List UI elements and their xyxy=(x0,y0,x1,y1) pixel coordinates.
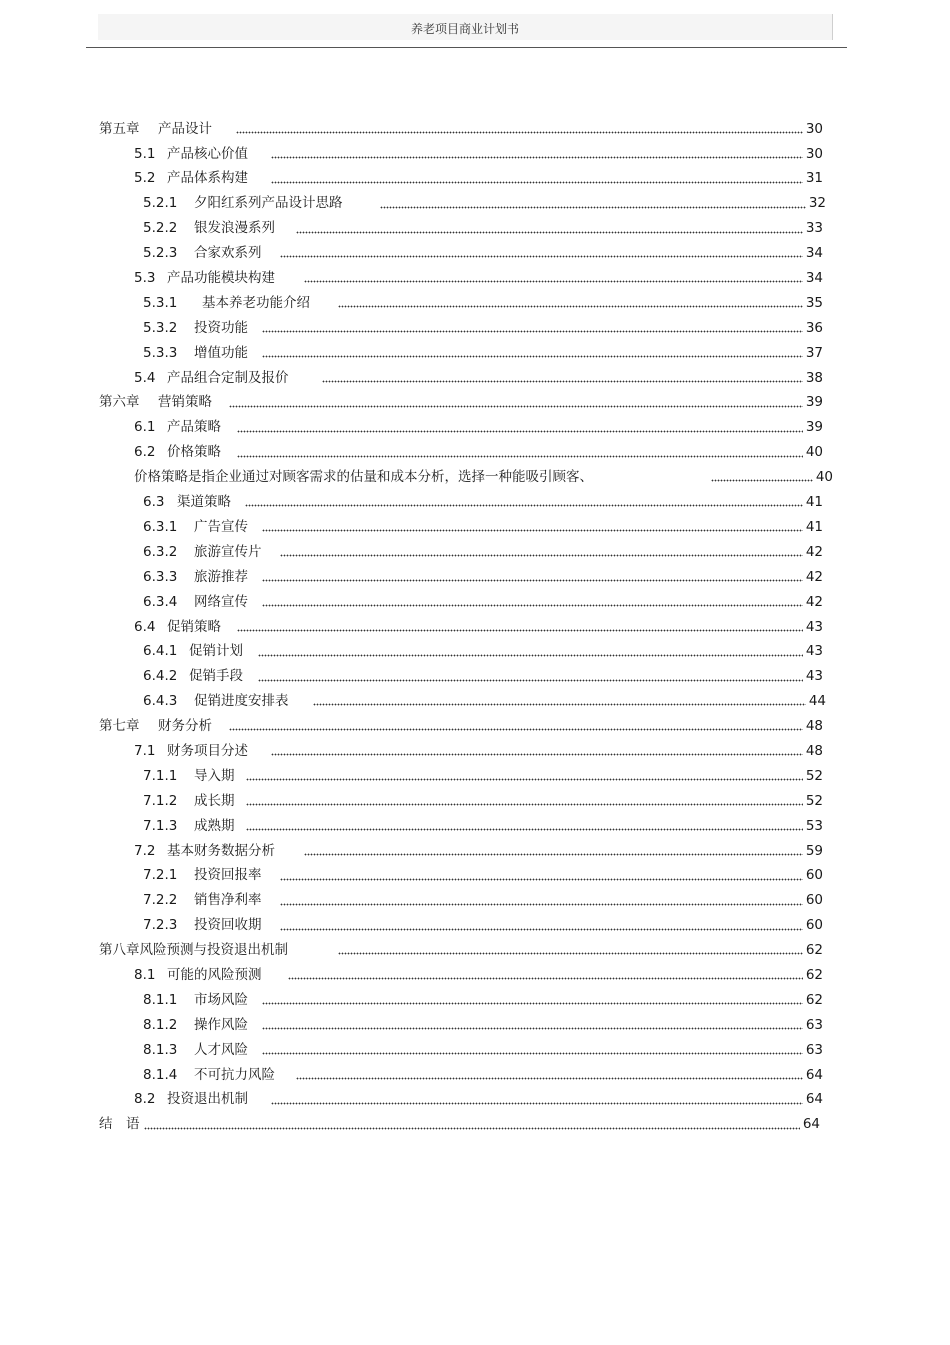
toc-entry-page-number: 62 xyxy=(805,966,823,983)
toc-entry[interactable] xyxy=(0,266,950,291)
toc-entry[interactable] xyxy=(0,117,950,142)
toc-entry-page-number: 41 xyxy=(805,518,823,535)
toc-entry-title: 财务分析 xyxy=(158,718,212,735)
toc-entry-number: 6.4.1 xyxy=(143,643,178,660)
toc-entry-page-number: 32 xyxy=(808,195,826,212)
dot-leader xyxy=(258,670,803,682)
toc-entry-title: 基本养老功能介绍 xyxy=(202,294,310,311)
toc-entry-page-number: 59 xyxy=(805,842,823,859)
toc-entry-page-number: 34 xyxy=(805,245,823,262)
toc-entry-title: 促销手段 xyxy=(189,668,243,685)
toc-entry-number: 8.1.4 xyxy=(143,1066,178,1083)
toc-entry-title: 增值功能 xyxy=(194,344,248,361)
toc-entry-title: 导入期 xyxy=(194,767,235,784)
dot-leader xyxy=(144,1118,800,1130)
toc-entry[interactable] xyxy=(0,441,950,466)
toc-entry-page-number: 39 xyxy=(805,394,823,411)
toc-entry-title: 第八章风险预测与投资退出机制 xyxy=(99,942,288,959)
toc-entry-page-number: 38 xyxy=(805,369,823,386)
toc-entry-title: 产品体系构建 xyxy=(167,170,248,187)
toc-entry-number: 5.2.2 xyxy=(143,220,178,237)
dot-leader xyxy=(262,570,803,582)
toc-entry[interactable] xyxy=(0,665,950,690)
dot-leader xyxy=(246,794,803,806)
header-divider xyxy=(86,47,847,48)
toc-entry[interactable] xyxy=(0,714,950,739)
toc-entry-page-number: 42 xyxy=(805,543,823,560)
toc-entry-page-number: 40 xyxy=(805,444,823,461)
toc-entry-title: 旅游推荐 xyxy=(194,568,248,585)
toc-entry-number: 6.3.2 xyxy=(143,543,178,560)
dot-leader xyxy=(280,869,803,881)
toc-entry-number: 5.3.2 xyxy=(143,319,178,336)
toc-entry-number: 6.2 xyxy=(134,444,156,461)
toc-entry[interactable] xyxy=(0,316,950,341)
toc-entry-number: 5.3.1 xyxy=(143,294,178,311)
toc-entry-title: 渠道策略 xyxy=(177,494,231,511)
toc-entry[interactable] xyxy=(0,291,950,316)
dot-leader xyxy=(229,719,803,731)
toc-entry-number: 5.2.1 xyxy=(143,195,178,212)
toc-entry-page-number: 40 xyxy=(815,469,833,486)
toc-entry-title: 促销计划 xyxy=(189,643,243,660)
dot-leader xyxy=(280,894,803,906)
toc-entry[interactable] xyxy=(0,241,950,266)
toc-entry-title: 结 语 xyxy=(99,1116,140,1133)
toc-entry-number: 6.3 xyxy=(143,494,165,511)
toc-entry-page-number: 34 xyxy=(805,270,823,287)
toc-entry-title: 广告宣传 xyxy=(194,518,248,535)
toc-entry[interactable] xyxy=(0,1038,950,1063)
toc-entry-number: 7.2.3 xyxy=(143,917,178,934)
toc-entry-title: 成熟期 xyxy=(194,817,235,834)
toc-entry-title: 旅游宣传片 xyxy=(194,543,262,560)
dot-leader xyxy=(380,197,806,209)
toc-entry-number: 7.2.1 xyxy=(143,867,178,884)
dot-leader xyxy=(271,172,803,184)
toc-entry-title: 产品组合定制及报价 xyxy=(167,369,289,386)
toc-entry[interactable] xyxy=(0,889,950,914)
toc-entry-title: 财务项目分述 xyxy=(167,742,248,759)
toc-entry-title: 价格策略是指企业通过对顾客需求的估量和成本分析，选择一种能吸引顾客、 xyxy=(134,469,593,486)
toc-entry-page-number: 41 xyxy=(805,494,823,511)
toc-entry-page-number: 48 xyxy=(805,718,823,735)
toc-entry[interactable] xyxy=(0,217,950,242)
dot-leader xyxy=(296,1068,803,1080)
toc-entry-title: 基本财务数据分析 xyxy=(167,842,275,859)
toc-entry-title: 营销策略 xyxy=(158,394,212,411)
toc-entry-page-number: 43 xyxy=(805,668,823,685)
toc-entry-title: 市场风险 xyxy=(194,991,248,1008)
toc-entry-number: 6.1 xyxy=(134,419,156,436)
toc-entry-page-number: 62 xyxy=(805,991,823,1008)
toc-entry-page-number: 31 xyxy=(805,170,823,187)
dot-leader xyxy=(313,694,806,706)
dot-leader xyxy=(280,246,803,258)
dot-leader xyxy=(237,620,803,632)
toc-entry-number: 6.4 xyxy=(134,618,156,635)
toc-entry[interactable] xyxy=(0,1013,950,1038)
toc-entry-title: 投资退出机制 xyxy=(167,1091,248,1108)
toc-entry[interactable] xyxy=(0,689,950,714)
toc-entry-page-number: 35 xyxy=(805,294,823,311)
toc-entry[interactable] xyxy=(0,814,950,839)
toc-entry-number: 8.1.3 xyxy=(143,1041,178,1058)
toc-entry-page-number: 63 xyxy=(805,1016,823,1033)
toc-entry-number: 5.1 xyxy=(134,145,156,162)
dot-leader xyxy=(262,1018,803,1030)
toc-entry-title: 人才风险 xyxy=(194,1041,248,1058)
toc-entry-number: 8.1.1 xyxy=(143,991,178,1008)
dot-leader xyxy=(280,545,803,557)
dot-leader xyxy=(246,819,803,831)
toc-entry-page-number: 44 xyxy=(808,693,826,710)
toc-entry-page-number: 33 xyxy=(805,220,823,237)
toc-entry-page-number: 43 xyxy=(805,618,823,635)
toc-entry[interactable] xyxy=(0,1088,950,1113)
toc-entry[interactable] xyxy=(0,590,950,615)
toc-entry-page-number: 62 xyxy=(805,942,823,959)
toc-entry[interactable] xyxy=(0,914,950,939)
toc-entry-number: 第七章 xyxy=(99,718,140,735)
toc-entry-number: 7.1.1 xyxy=(143,767,178,784)
toc-entry[interactable] xyxy=(0,988,950,1013)
toc-entry-page-number: 42 xyxy=(805,593,823,610)
toc-entry[interactable] xyxy=(0,839,950,864)
toc-entry-page-number: 63 xyxy=(805,1041,823,1058)
toc-entry[interactable] xyxy=(0,615,950,640)
toc-entry[interactable] xyxy=(0,938,950,963)
dot-leader xyxy=(246,769,803,781)
toc-entry-number: 8.1 xyxy=(134,966,156,983)
toc-entry-page-number: 64 xyxy=(805,1091,823,1108)
dot-leader xyxy=(280,919,803,931)
toc-entry-number: 5.3.3 xyxy=(143,344,178,361)
dot-leader xyxy=(271,147,803,159)
toc-entry-page-number: 60 xyxy=(805,917,823,934)
toc-entry[interactable] xyxy=(0,739,950,764)
toc-entry-title: 投资回收期 xyxy=(194,917,262,934)
toc-entry-page-number: 37 xyxy=(805,344,823,361)
toc-entry-number: 7.1 xyxy=(134,742,156,759)
toc-entry-number: 5.4 xyxy=(134,369,156,386)
toc-entry-page-number: 42 xyxy=(805,568,823,585)
toc-entry-title: 夕阳红系列产品设计思路 xyxy=(194,195,343,212)
toc-entry-page-number: 52 xyxy=(805,767,823,784)
toc-entry[interactable] xyxy=(0,192,950,217)
dot-leader xyxy=(322,371,803,383)
dot-leader xyxy=(304,271,803,283)
dot-leader xyxy=(237,446,803,458)
toc-entry-number: 6.3.4 xyxy=(143,593,178,610)
toc-entry-title: 促销进度安排表 xyxy=(194,693,289,710)
toc-entry-title: 产品设计 xyxy=(158,120,212,137)
dot-leader xyxy=(237,421,803,433)
toc-entry-page-number: 48 xyxy=(805,742,823,759)
toc-entry-page-number: 60 xyxy=(805,892,823,909)
dot-leader xyxy=(271,744,803,756)
toc-entry[interactable] xyxy=(0,391,950,416)
toc-entry-number: 6.3.3 xyxy=(143,568,178,585)
toc-entry-number: 5.3 xyxy=(134,270,156,287)
toc-entry-title: 产品核心价值 xyxy=(167,145,248,162)
dot-leader xyxy=(262,595,803,607)
toc-entry-title: 不可抗力风险 xyxy=(194,1066,275,1083)
dot-leader xyxy=(338,943,803,955)
toc-entry-number: 6.3.1 xyxy=(143,518,178,535)
toc-entry-page-number: 30 xyxy=(805,120,823,137)
dot-leader xyxy=(262,1043,803,1055)
toc-entry[interactable] xyxy=(0,764,950,789)
dot-leader xyxy=(236,122,803,134)
toc-entry-page-number: 39 xyxy=(805,419,823,436)
dot-leader xyxy=(262,346,803,358)
toc-entry-title: 合家欢系列 xyxy=(194,245,262,262)
toc-entry-title: 价格策略 xyxy=(167,444,221,461)
toc-entry-title: 网络宣传 xyxy=(194,593,248,610)
toc-entry-page-number: 36 xyxy=(805,319,823,336)
toc-entry[interactable] xyxy=(0,1063,950,1088)
toc-entry[interactable] xyxy=(0,167,950,192)
toc-entry-page-number: 64 xyxy=(802,1116,820,1133)
dot-leader xyxy=(711,470,813,482)
table-of-contents xyxy=(0,117,950,1138)
toc-entry[interactable] xyxy=(0,515,950,540)
toc-entry-number: 6.4.3 xyxy=(143,693,178,710)
toc-entry-page-number: 30 xyxy=(805,145,823,162)
toc-entry[interactable] xyxy=(0,789,950,814)
dot-leader xyxy=(229,396,803,408)
toc-entry-page-number: 52 xyxy=(805,792,823,809)
toc-entry[interactable] xyxy=(0,864,950,889)
toc-entry-number: 7.1.2 xyxy=(143,792,178,809)
toc-entry[interactable] xyxy=(0,490,950,515)
toc-entry-number: 7.1.3 xyxy=(143,817,178,834)
toc-entry-title: 银发浪漫系列 xyxy=(194,220,275,237)
toc-entry-number: 5.2.3 xyxy=(143,245,178,262)
toc-entry-number: 8.1.2 xyxy=(143,1016,178,1033)
dot-leader xyxy=(262,993,803,1005)
toc-entry[interactable] xyxy=(0,416,950,441)
toc-entry-number: 6.4.2 xyxy=(143,668,178,685)
dot-leader xyxy=(271,1093,803,1105)
toc-entry-title: 成长期 xyxy=(194,792,235,809)
toc-entry-number: 5.2 xyxy=(134,170,156,187)
toc-entry[interactable] xyxy=(0,963,950,988)
toc-entry-number: 7.2 xyxy=(134,842,156,859)
toc-entry-page-number: 64 xyxy=(805,1066,823,1083)
toc-entry[interactable] xyxy=(0,565,950,590)
toc-entry-page-number: 53 xyxy=(805,817,823,834)
toc-entry-title: 操作风险 xyxy=(194,1016,248,1033)
toc-entry[interactable] xyxy=(0,366,950,391)
toc-entry-title: 可能的风险预测 xyxy=(167,966,262,983)
dot-leader xyxy=(262,321,803,333)
toc-entry-title: 投资功能 xyxy=(194,319,248,336)
document-title: 养老项目商业计划书 xyxy=(410,22,519,36)
toc-entry[interactable] xyxy=(0,540,950,565)
toc-entry[interactable] xyxy=(0,1113,950,1138)
toc-entry-number: 第五章 xyxy=(99,120,140,137)
toc-entry-number: 8.2 xyxy=(134,1091,156,1108)
toc-entry-title: 销售净利率 xyxy=(194,892,262,909)
toc-entry[interactable] xyxy=(0,341,950,366)
toc-entry-title: 投资回报率 xyxy=(194,867,262,884)
toc-entry-title: 产品功能模块构建 xyxy=(167,270,275,287)
dot-leader xyxy=(338,296,803,308)
toc-entry-title: 促销策略 xyxy=(167,618,221,635)
toc-entry[interactable] xyxy=(0,640,950,665)
dot-leader xyxy=(304,844,803,856)
dot-leader xyxy=(262,520,803,532)
toc-entry[interactable] xyxy=(0,465,950,490)
page-header xyxy=(98,14,833,40)
toc-entry-title: 产品策略 xyxy=(167,419,221,436)
toc-entry[interactable] xyxy=(0,142,950,167)
toc-entry-number: 7.2.2 xyxy=(143,892,178,909)
toc-entry-number: 第六章 xyxy=(99,394,140,411)
dot-leader xyxy=(296,222,803,234)
dot-leader xyxy=(245,495,803,507)
dot-leader xyxy=(258,645,803,657)
toc-entry-page-number: 43 xyxy=(805,643,823,660)
dot-leader xyxy=(288,968,803,980)
toc-entry-page-number: 60 xyxy=(805,867,823,884)
